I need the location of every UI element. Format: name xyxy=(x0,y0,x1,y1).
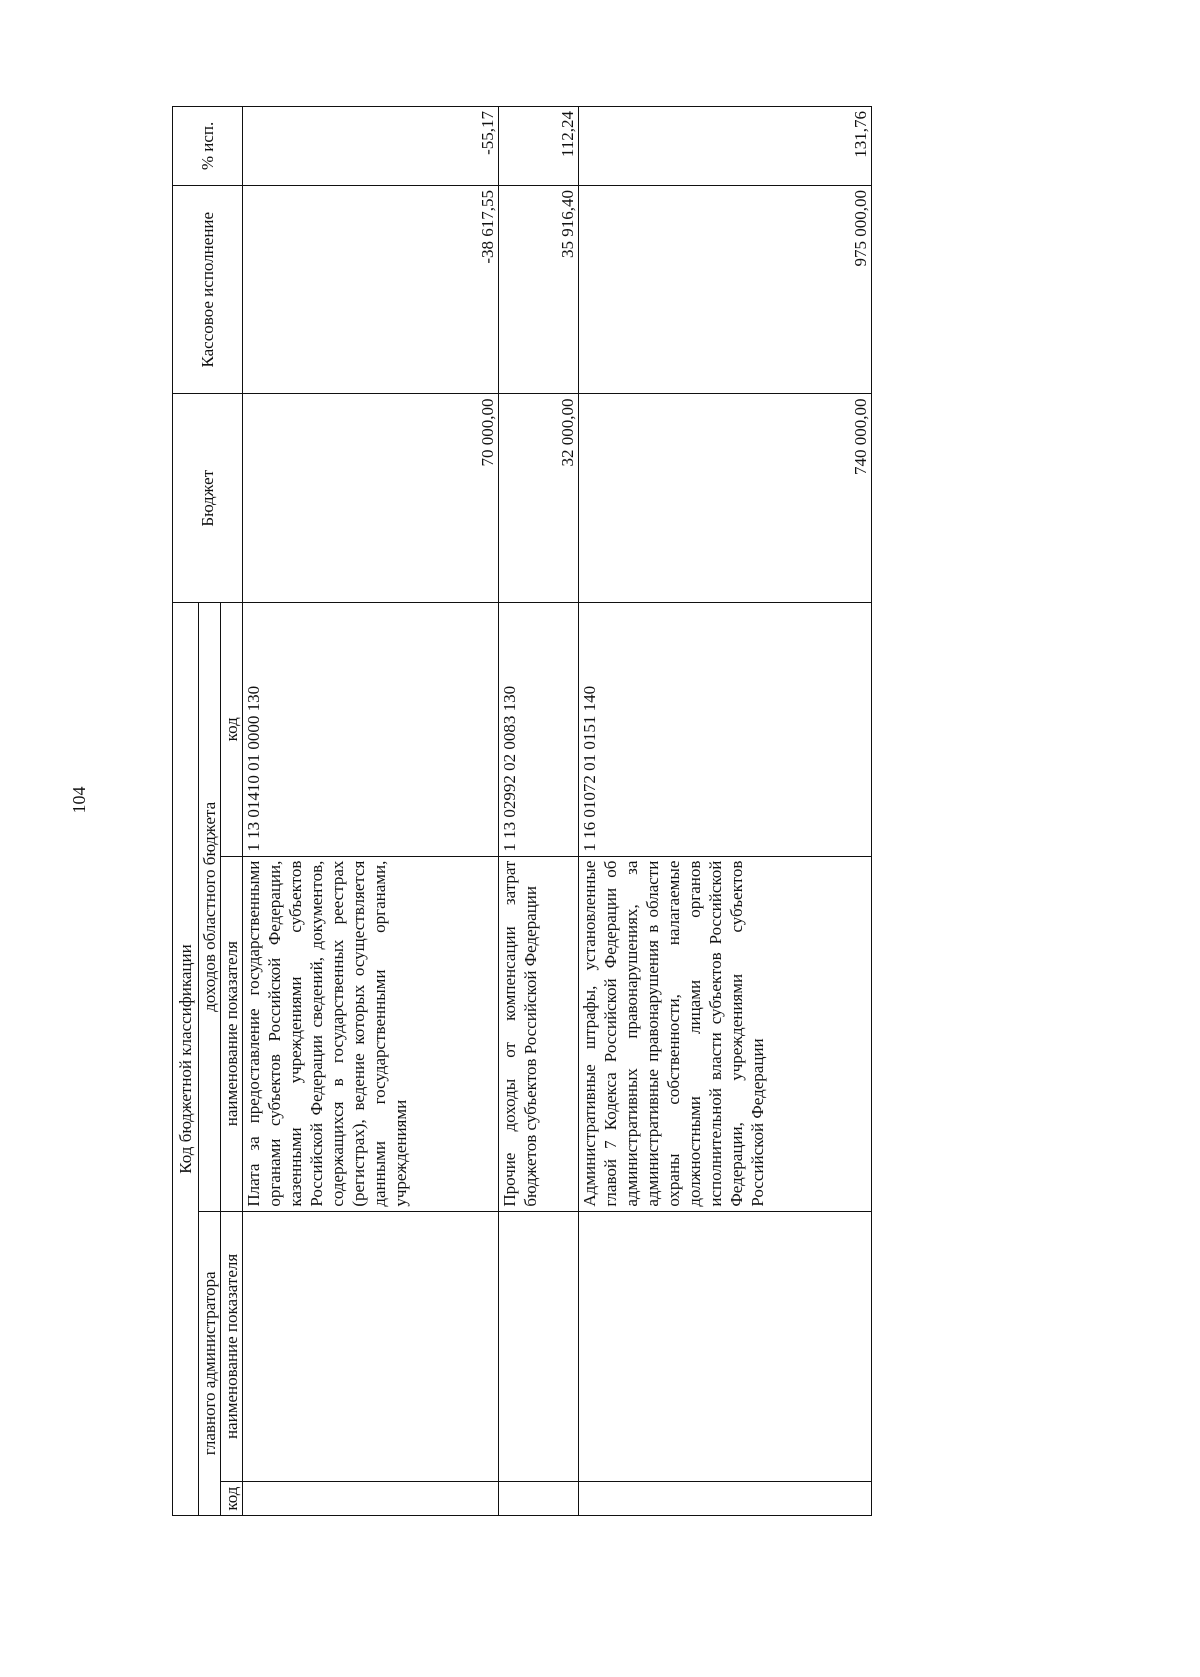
cell-cash-execution: 975 000,00 xyxy=(579,185,872,394)
table-row xyxy=(499,107,579,1516)
table-row xyxy=(243,107,499,1516)
cell-admin-code xyxy=(243,1482,499,1516)
cell-percent: 131,76 xyxy=(579,107,872,186)
header-income-code: код xyxy=(221,602,243,856)
header-admin-code: код xyxy=(221,1482,243,1516)
header-percent: % исп. xyxy=(173,107,243,186)
cell-income-code: 1 13 01410 01 0000 130 xyxy=(243,602,499,856)
cell-budget: 740 000,00 xyxy=(579,394,872,603)
rotated-table-wrapper xyxy=(172,106,872,1516)
cell-admin-name xyxy=(499,1211,579,1482)
header-cash-execution: Кассовое исполнение xyxy=(173,185,243,394)
rotated-sheet xyxy=(172,106,872,1516)
header-classification: Код бюджетной классификации xyxy=(173,602,199,1515)
header-budget: Бюджет xyxy=(173,394,243,603)
page-number: 104 xyxy=(69,786,89,814)
header-admin-name: наименование показателя xyxy=(221,1211,243,1482)
cell-income-name: Административные штрафы, установленные главой 7 Кодекса Российской Федерации об административных правонарушениях, за административные правонарушения в области охраны собственности, налагаемые должностными лицами органов исполнительной власти субъектов Российской Федерации, учреждениями субъектов Российской Федерации xyxy=(579,856,872,1211)
table-row xyxy=(579,107,872,1516)
cell-budget: 32 000,00 xyxy=(499,394,579,603)
cell-admin-code xyxy=(579,1482,872,1516)
header-income-name: наименование показателя xyxy=(221,856,243,1211)
cell-percent: 112,24 xyxy=(499,107,579,186)
cell-income-code: 1 13 02992 02 0083 130 xyxy=(499,602,579,856)
header-income-group: доходов областного бюджета xyxy=(199,602,221,1211)
cell-percent: -55,17 xyxy=(243,107,499,186)
cell-income-name: Прочие доходы от компенсации затрат бюджетов субъектов Российской Федерации xyxy=(499,856,579,1211)
cell-budget: 70 000,00 xyxy=(243,394,499,603)
cell-admin-code xyxy=(499,1482,579,1516)
cell-admin-name xyxy=(243,1211,499,1482)
header-row-1 xyxy=(173,107,199,1516)
cell-cash-execution: -38 617,55 xyxy=(243,185,499,394)
cell-income-name: Плата за предоставление государственными органами субъектов Российской Федерации, казенными учреждениями субъектов Российской Федерации сведений, документов, содержащихся в государственных реестрах (регистрах), ведение которых осуществляется данными государственными органами, учреждениями xyxy=(243,856,499,1211)
cell-cash-execution: 35 916,40 xyxy=(499,185,579,394)
cell-income-code: 1 16 01072 01 0151 140 xyxy=(579,602,872,856)
header-admin-group: главного администратора xyxy=(199,1211,221,1515)
budget-table xyxy=(172,106,872,1516)
cell-admin-name xyxy=(579,1211,872,1482)
